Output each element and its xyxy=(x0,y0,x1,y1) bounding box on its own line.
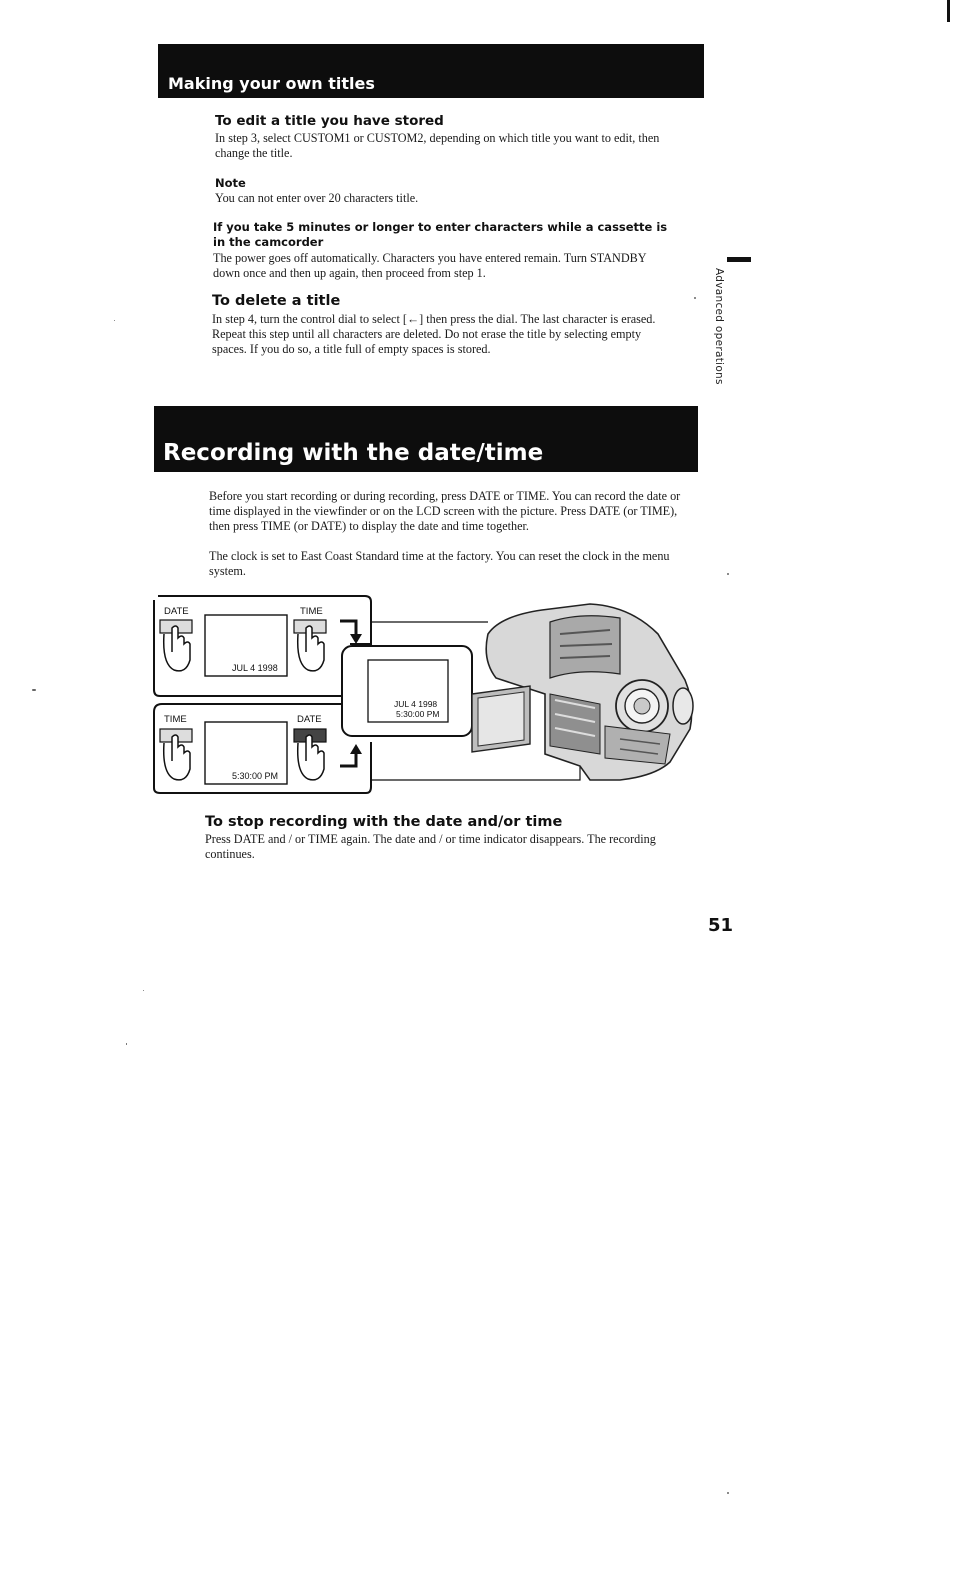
scan-speck xyxy=(727,1492,729,1494)
hand-press-icon xyxy=(160,729,192,780)
combined-date-time-screen xyxy=(342,646,472,736)
section-banner-titles xyxy=(158,44,704,98)
section-banner-date-time xyxy=(154,406,698,472)
stop-recording-heading: To stop recording with the date and/or time xyxy=(205,814,563,830)
intro-paragraph: Before you start recording or during recording, press DATE or TIME. You can record the date or time displayed in the viewfinder or on the LCD screen with the picture. Press DATE (or TIME), then press TIME (or DATE) to display the date and time together. xyxy=(209,489,681,533)
scan-speck xyxy=(727,573,729,575)
combined-screen-date-text: JUL 4 1998 xyxy=(394,699,438,709)
camcorder-illustration xyxy=(472,604,693,780)
scan-speck xyxy=(114,320,115,321)
panel-top-right-button-label: TIME xyxy=(300,606,323,617)
bottom-screen-time-text: 5:30:00 PM xyxy=(232,771,279,781)
delete-title-body: In step 4, turn the control dial to select [←] then press the dial. The last character is erased. Repeat this step until all characters are deleted. Do not erase the title by selecting empty spaces. If you do so, a title full of empty spaces is stored. xyxy=(212,312,656,356)
note-heading: Note xyxy=(215,176,246,190)
top-screen-date-text: JUL 4 1998 xyxy=(232,663,278,673)
panel-top-left-button-label: DATE xyxy=(164,606,189,617)
stop-recording-body: Press DATE and / or TIME again. The date and / or time indicator disappears. The recording continues. xyxy=(205,832,656,861)
edit-title-body: In step 3, select CUSTOM1 or CUSTOM2, depending on which title you want to edit, then change the title. xyxy=(215,131,660,160)
hand-press-icon xyxy=(294,729,326,780)
chapter-tab-marker xyxy=(727,257,751,262)
hand-press-icon xyxy=(160,620,192,671)
clock-note-paragraph: The clock is set to East Coast Standard time at the factory. You can reset the clock in the menu system. xyxy=(209,549,670,578)
arrow-up-icon xyxy=(340,744,362,766)
date-time-illustration xyxy=(150,594,700,799)
section-banner-title: Recording with the date/time xyxy=(163,440,544,466)
edge-rule xyxy=(947,0,950,22)
note-body: You can not enter over 20 characters title. xyxy=(215,191,419,205)
panel-bottom-left-button-label: TIME xyxy=(164,714,187,725)
edit-title-heading: To edit a title you have stored xyxy=(215,113,444,129)
delete-title-heading: To delete a title xyxy=(212,293,341,309)
scan-speck xyxy=(32,689,36,691)
timeout-body: The power goes off automatically. Characters you have entered remain. Turn STANDBY down once and then up again, then proceed from step 1. xyxy=(213,251,647,280)
date-then-time-panel xyxy=(154,596,371,696)
panel-bottom-right-button-label: DATE xyxy=(297,714,322,725)
hand-press-icon xyxy=(294,620,326,671)
time-then-date-panel xyxy=(154,704,371,793)
section-banner-title: Making your own titles xyxy=(168,74,375,93)
scan-speck xyxy=(143,990,144,991)
combined-screen-time-text: 5:30:00 PM xyxy=(396,709,440,719)
timeout-heading: If you take 5 minutes or longer to enter characters while a cassette is in the camcorder xyxy=(213,220,668,249)
page-number: 51 xyxy=(708,915,734,936)
scan-speck xyxy=(126,1043,127,1045)
arrow-down-icon xyxy=(340,621,362,644)
chapter-side-label: Advanced operations xyxy=(713,268,725,385)
scan-speck xyxy=(694,297,696,299)
